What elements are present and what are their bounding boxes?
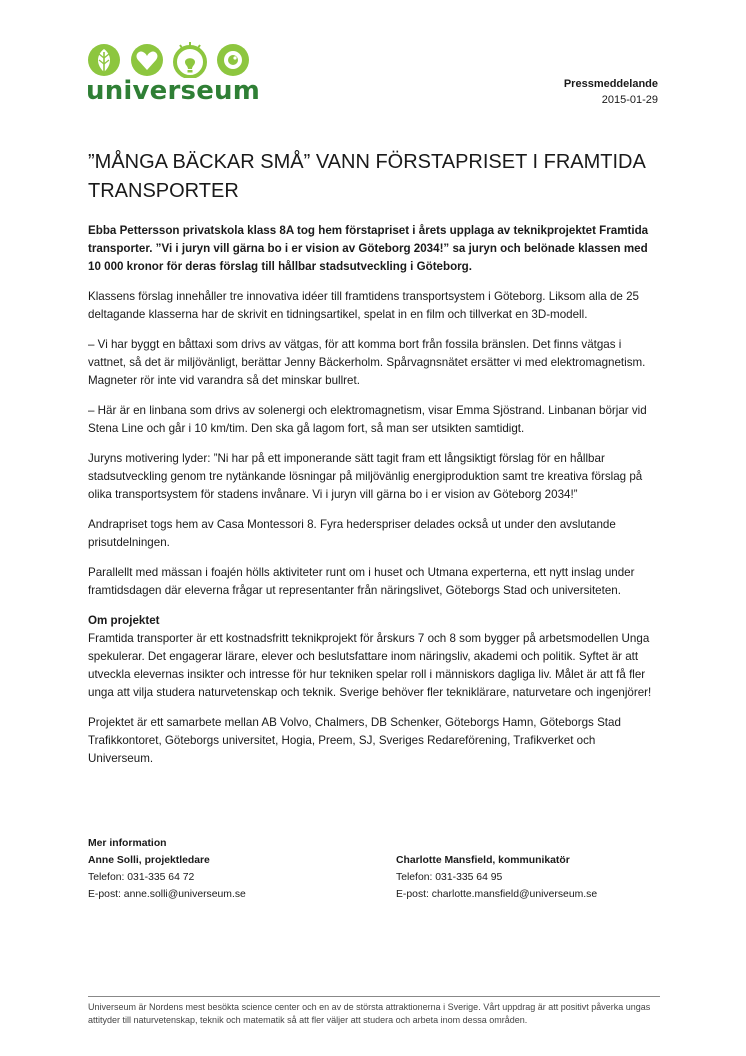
contact-name: Charlotte Mansfield, kommunikatör (396, 855, 570, 866)
contact-person (396, 852, 676, 903)
lead-paragraph: Ebba Pettersson privatskola klass 8A tog hem förstapriset i årets upplaga av teknikprojektet Framtida transporter. ”Vi i juryn vill gärna bo i er vision av Göteborg 2034!” sa juryn och belönade klassen med 10 000 kronor för deras förslag till hållbar stadsutveckling i Göteborg. (88, 224, 649, 273)
logo-icons (86, 42, 252, 78)
document-type: Pressmeddelande (563, 78, 658, 90)
document-date: 2015-01-29 (601, 94, 658, 106)
contact-phone: Telefon: 031-335 64 95 (396, 872, 503, 883)
article-body (88, 222, 662, 780)
paragraph: Juryns motivering lyder: ”Ni har på ett imponerande sätt tagit fram ett långsiktigt förslag för en hållbar stadsutveckling genom tre nytänkande lösningar på miljövänlig energiproduktion samt tre kreativa förslag på olika transportsystem för stadens invånare. Vi i juryn vill gärna bo i er vision av Göteborg 2034!” (88, 452, 643, 501)
partners-text: Projektet är ett samarbete mellan AB Volvo, Chalmers, DB Schenker, Göteborgs Hamn, Göteborgs Stad Trafikkontoret, Göteborgs universitet, Hogia, Preem, SJ, Sveriges Redareförening, Trafikverket och Universeum. (88, 716, 621, 765)
paragraph: – Vi har byggt en båttaxi som drivs av vätgas, för att komma bort från fossila bränslen. Det finns vätgas i vattnet, så det är miljövänligt, berättar Jenny Bäckerholm. Spårvagnsnätet ersätter vi med elektromagnetism. Magneter rör inte vid varandra så det minskar bullret. (88, 338, 646, 387)
footer-text: Universeum är Nordens mest besökta science center och en av de största attraktionerna i Sverige. Vårt uppdrag är att positivt påverka ungas attityder till naturvetenskap, teknik och matematik så att fler väljer att studera och arbeta inom dessa områden. (88, 1002, 651, 1025)
paragraph: Andrapriset togs hem av Casa Montessori 8. Fyra hederspriser delades också ut under den avslutande prisutdelningen. (88, 518, 616, 549)
contact-heading: Mer information (88, 838, 167, 849)
contact-email[interactable]: E-post: charlotte.mansfield@universeum.se (396, 889, 598, 900)
contact-phone: Telefon: 031-335 64 72 (88, 872, 195, 883)
lightbulb-icon (175, 42, 205, 77)
footer-divider (88, 996, 660, 997)
logo-wordmark: universeum (86, 76, 261, 106)
leaf-icon (88, 44, 120, 76)
eye-icon (217, 44, 249, 76)
contact-name: Anne Solli, projektledare (88, 855, 210, 866)
heart-icon (131, 44, 163, 76)
universeum-logo (86, 42, 261, 106)
contact-person (88, 852, 368, 903)
paragraph: Klassens förslag innehåller tre innovativa idéer till framtidens transportsystem i Göteborg. Liksom alla de 25 deltagande klasserna har de skrivit en tidningsartikel, spelat in en film och tillverkat en 3D-modell. (88, 290, 639, 321)
about-text: Framtida transporter är ett kostnadsfritt teknikprojekt för årskurs 7 och 8 som bygger på arbetsmodellen Unga spekulerar. Det engagerar lärare, elever och beslutsfattare inom näringsliv, akademi och politik. Syftet är att utveckla elevernas insikter och intresse för hur tekniken spelar roll i människors dagliga liv. Målet är att få fler unga att vilja studera naturvetenskap och teknik. Sverige behöver fler tekniklärare, naturvetare och ingenjörer! (88, 632, 652, 699)
paragraph: – Här är en linbana som drivs av solenergi och elektromagnetism, visar Emma Sjöstrand. Linbanan börjar vid Stena Line och går i 10 km/tim. Den ska gå lagom fort, så man ser utsikten samtidigt. (88, 404, 647, 435)
contact-email[interactable]: E-post: anne.solli@universeum.se (88, 889, 246, 900)
about-heading: Om projektet (88, 614, 160, 627)
page-title: ”MÅNGA BÄCKAR SMÅ” VANN FÖRSTAPRISET I FRAMTIDA TRANSPORTER (88, 151, 645, 202)
contact-section (88, 835, 662, 900)
paragraph: Parallellt med mässan i foajén hölls aktiviteter runt om i huset och Utmana experterna, ett nytt inslag under framtidsdagen där eleverna frågar ut representanter från näringslivet, Göteborgs Stad och universiteten. (88, 566, 635, 597)
